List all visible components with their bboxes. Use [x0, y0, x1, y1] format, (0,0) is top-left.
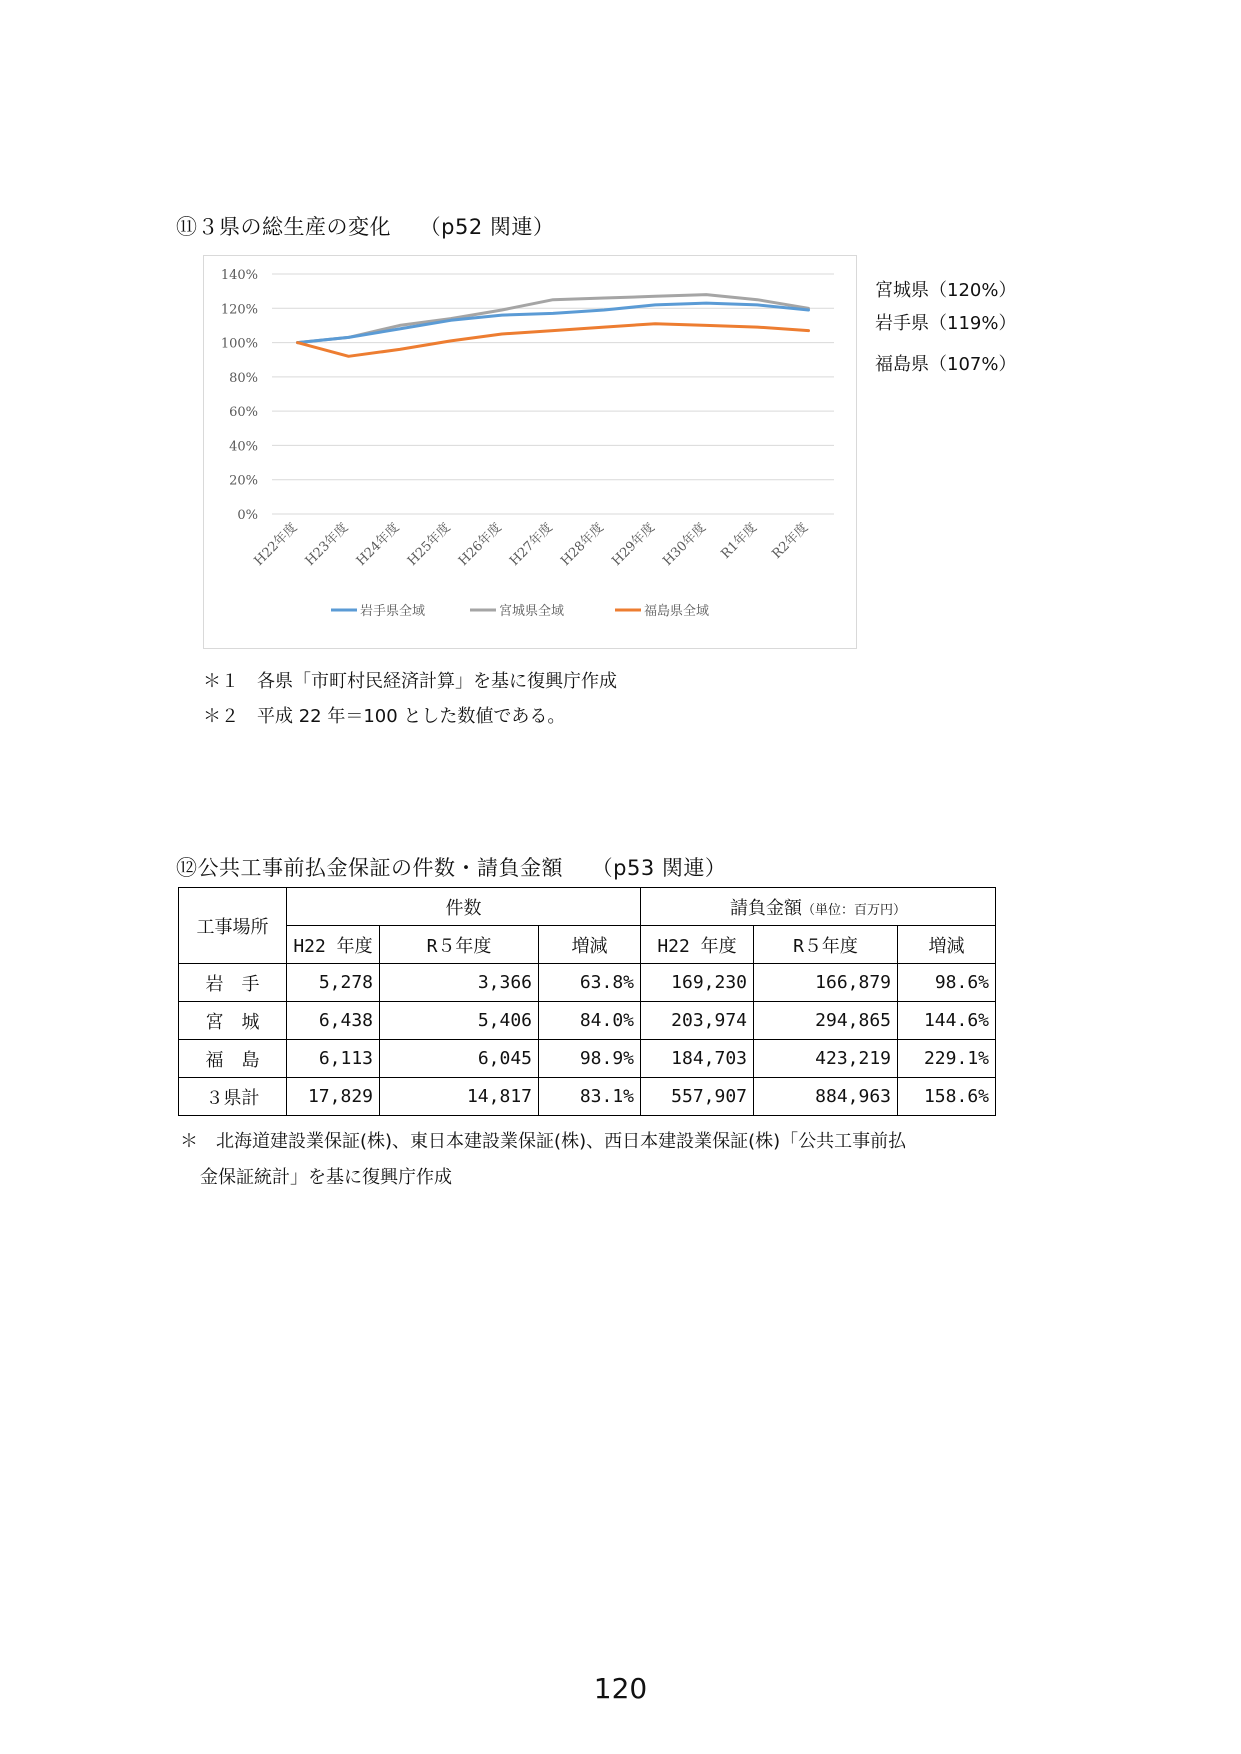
table-cell: 98.9% [539, 1040, 641, 1078]
gdp-line-chart [203, 255, 857, 649]
header-place: 工事場所 [179, 888, 287, 964]
guarantee-table [178, 887, 996, 1116]
page-number: 120 [593, 1672, 648, 1705]
table-cell: 83.1% [539, 1078, 641, 1116]
chart-svg [204, 256, 856, 648]
series-line-2 [298, 295, 809, 343]
table-cell: 158.6% [898, 1078, 996, 1116]
table-cell: 203,974 [641, 1002, 754, 1040]
x-tick-label: H28年度 [558, 520, 607, 569]
chart-note-2: ＊２ 平成 22 年＝100 とした数値である。 [203, 706, 566, 727]
x-tick-label: H26年度 [456, 520, 505, 569]
header-amount-group [641, 888, 996, 926]
callout-iwate: 岩手県（119%） [875, 313, 1017, 334]
table-cell: 169,230 [641, 964, 754, 1002]
y-tick-label: 0% [237, 508, 258, 523]
x-tick-label: H29年度 [609, 520, 659, 569]
table-cell: 423,219 [754, 1040, 898, 1078]
x-tick-label: H23年度 [302, 520, 352, 569]
table-cell: 63.8% [539, 964, 641, 1002]
y-tick-label: 140% [220, 268, 258, 283]
callout-miyagi: 宮城県（120%） [875, 280, 1017, 301]
table-row [179, 964, 996, 1002]
legend-label: 宮城県全域 [499, 604, 565, 619]
row-place: 宮 城 [179, 1002, 287, 1040]
table-note-line2: 金保証統計」を基に復興庁作成 [200, 1167, 452, 1188]
table-note-line1: ＊ 北海道建設業保証(株)、東日本建設業保証(株)、西日本建設業保証(株)「公共工事前払 [180, 1131, 907, 1152]
x-tick-label: H30年度 [660, 520, 710, 569]
y-tick-label: 100% [220, 336, 258, 352]
section11-heading: ⑪３県の総生産の変化 （p52 関連） [176, 215, 555, 239]
subheader-cell: H22 年度 [641, 926, 754, 964]
x-tick-label: H27年度 [507, 520, 556, 569]
table-cell: 5,406 [380, 1002, 539, 1040]
header-count-group: 件数 [287, 888, 641, 926]
table-cell: 98.6% [898, 964, 996, 1002]
x-tick-label: H22年度 [251, 520, 301, 569]
header-amount-unit: （単位：百万円） [801, 902, 906, 918]
y-tick-label: 80% [229, 370, 258, 386]
table-row [179, 1002, 996, 1040]
table-cell: 144.6% [898, 1002, 996, 1040]
callout-fukushima: 福島県（107%） [875, 354, 1017, 375]
table-cell: 3,366 [380, 964, 539, 1002]
table-cell: 14,817 [380, 1078, 539, 1116]
table-row [179, 1040, 996, 1078]
table-cell: 184,703 [641, 1040, 754, 1078]
subheader-cell: 増減 [539, 926, 641, 964]
series-line-1 [298, 303, 809, 343]
legend-label: 岩手県全域 [360, 604, 426, 619]
table-cell: 557,907 [641, 1078, 754, 1116]
table-cell: 884,963 [754, 1078, 898, 1116]
series-line-3 [298, 324, 809, 357]
x-tick-label: H24年度 [353, 520, 403, 569]
table-cell: 6,438 [287, 1002, 380, 1040]
section12-heading: ⑫公共工事前払金保証の件数・請負金額 （p53 関連） [176, 856, 727, 880]
row-place: 福 島 [179, 1040, 287, 1078]
table-cell: 84.0% [539, 1002, 641, 1040]
chart-note-1: ＊１ 各県「市町村民経済計算」を基に復興庁作成 [203, 671, 617, 692]
x-tick-label: H25年度 [404, 520, 454, 569]
table-cell: 6,045 [380, 1040, 539, 1078]
table-row [179, 1078, 996, 1116]
subheader-cell: H22 年度 [287, 926, 380, 964]
header-amount-label: 請負金額 [729, 897, 802, 919]
table-cell: 5,278 [287, 964, 380, 1002]
y-tick-label: 60% [229, 405, 258, 421]
x-tick-label: R2年度 [769, 520, 812, 562]
table-header-row [179, 888, 996, 926]
table-subheader-row [179, 926, 996, 964]
table-cell: 294,865 [754, 1002, 898, 1040]
table-cell: 6,113 [287, 1040, 380, 1078]
y-tick-label: 20% [229, 473, 258, 489]
y-tick-label: 120% [220, 302, 258, 318]
table-cell: 229.1% [898, 1040, 996, 1078]
subheader-cell: R５年度 [754, 926, 898, 964]
y-tick-label: 40% [229, 439, 258, 455]
row-place: ３県計 [179, 1078, 287, 1116]
subheader-cell: 増減 [898, 926, 996, 964]
subheader-cell: R５年度 [380, 926, 539, 964]
table-cell: 166,879 [754, 964, 898, 1002]
table-cell: 17,829 [287, 1078, 380, 1116]
legend-label: 福島県全域 [644, 604, 710, 619]
x-tick-label: R1年度 [718, 520, 761, 562]
row-place: 岩 手 [179, 964, 287, 1002]
